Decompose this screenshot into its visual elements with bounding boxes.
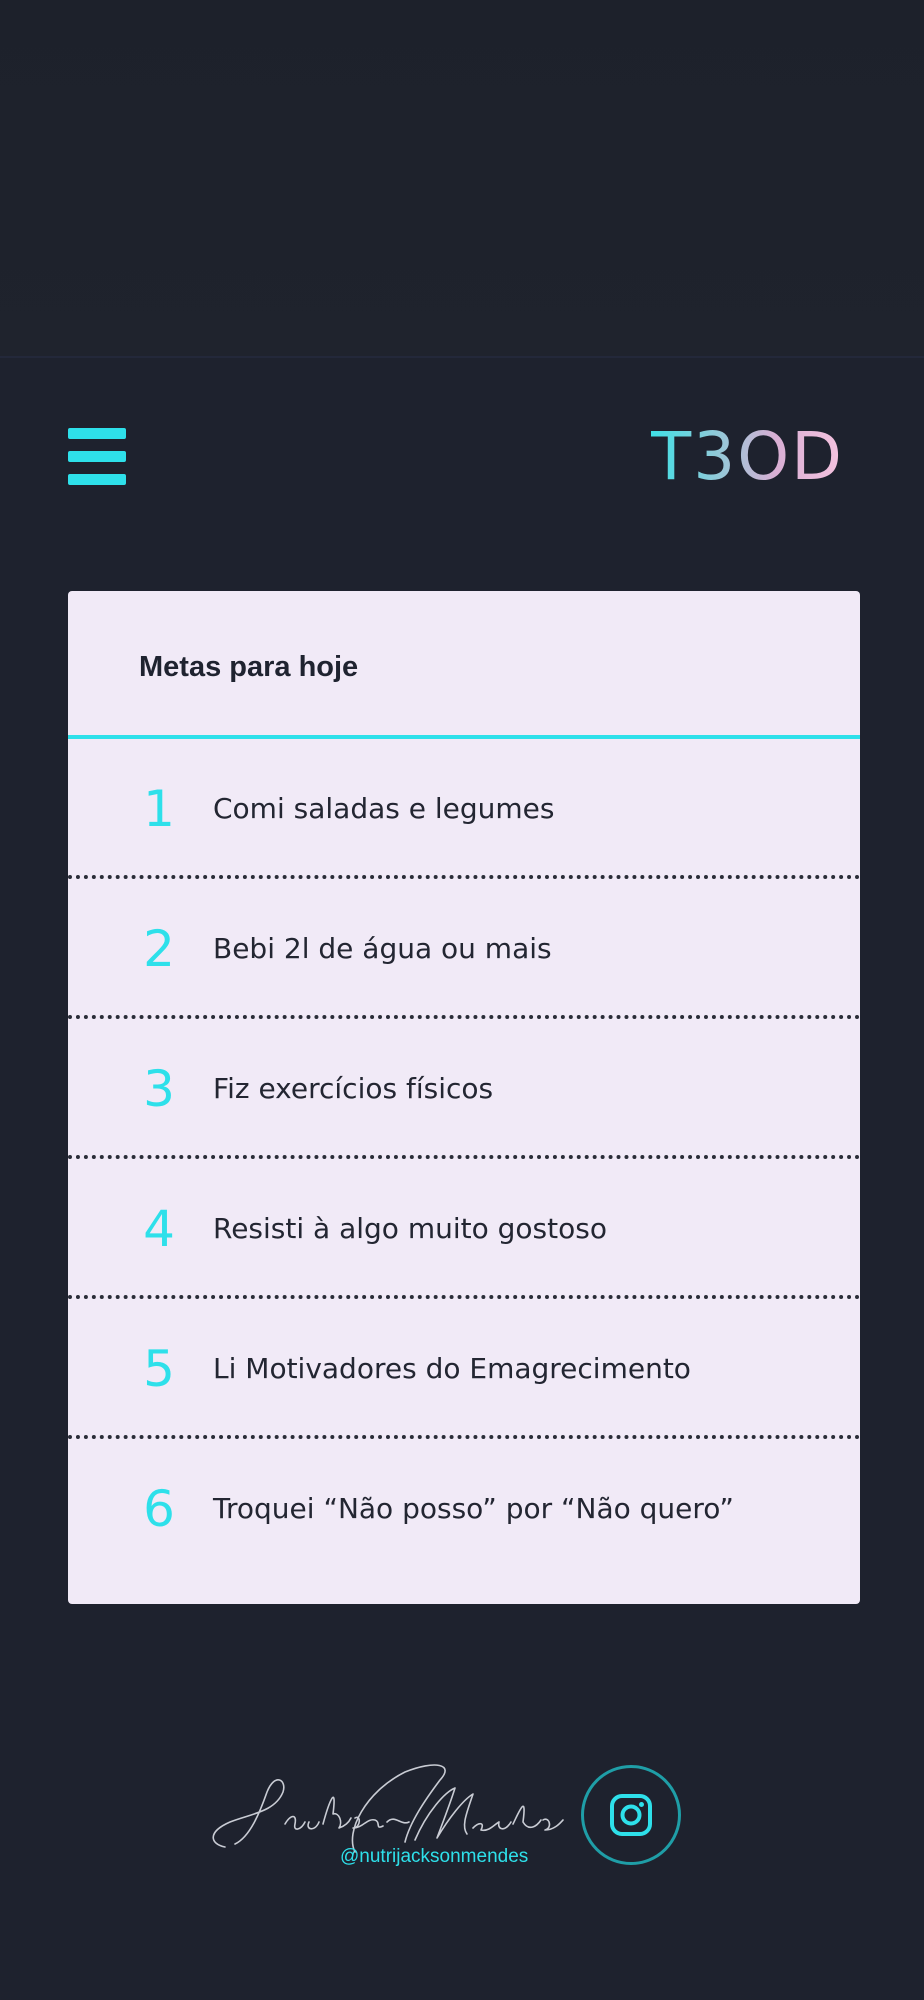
goal-item-1[interactable] [68,739,860,879]
goal-label: Resisti à algo muito gostoso [213,1212,607,1245]
goal-number: 1 [143,780,175,838]
goal-item-2[interactable] [68,879,860,1019]
goals-card [68,591,860,1604]
goal-label: Fiz exercícios físicos [213,1072,494,1105]
top-banner-area [0,0,924,357]
instagram-handle-link[interactable]: @nutrijacksonmendes [340,1846,529,1867]
goals-card-title: Metas para hoje [139,651,359,683]
instagram-button[interactable] [581,1765,681,1865]
hamburger-menu-icon [68,451,126,462]
goal-list [68,739,860,1579]
top-divider [0,356,924,358]
goal-number: 5 [143,1340,175,1398]
hamburger-menu-icon [68,428,126,439]
goal-item-5[interactable] [68,1299,860,1439]
goal-item-3[interactable] [68,1019,860,1159]
hamburger-menu-icon [68,474,126,485]
goal-number: 2 [143,920,175,978]
goal-item-6[interactable] [68,1439,860,1579]
goal-item-4[interactable] [68,1159,860,1299]
app-logo: T3OD [650,418,844,495]
goal-label: Troquei “Não posso” por “Não quero” [213,1492,734,1525]
goal-number: 4 [143,1200,175,1258]
instagram-icon [610,1794,652,1836]
goal-label: Bebi 2l de água ou mais [213,932,552,965]
goal-label: Comi saladas e legumes [213,792,555,825]
menu-button[interactable] [68,428,126,486]
goal-label: Li Motivadores do Emagrecimento [213,1352,691,1385]
goal-number: 6 [143,1480,175,1538]
goal-number: 3 [143,1060,175,1118]
goals-card-header [68,591,860,739]
